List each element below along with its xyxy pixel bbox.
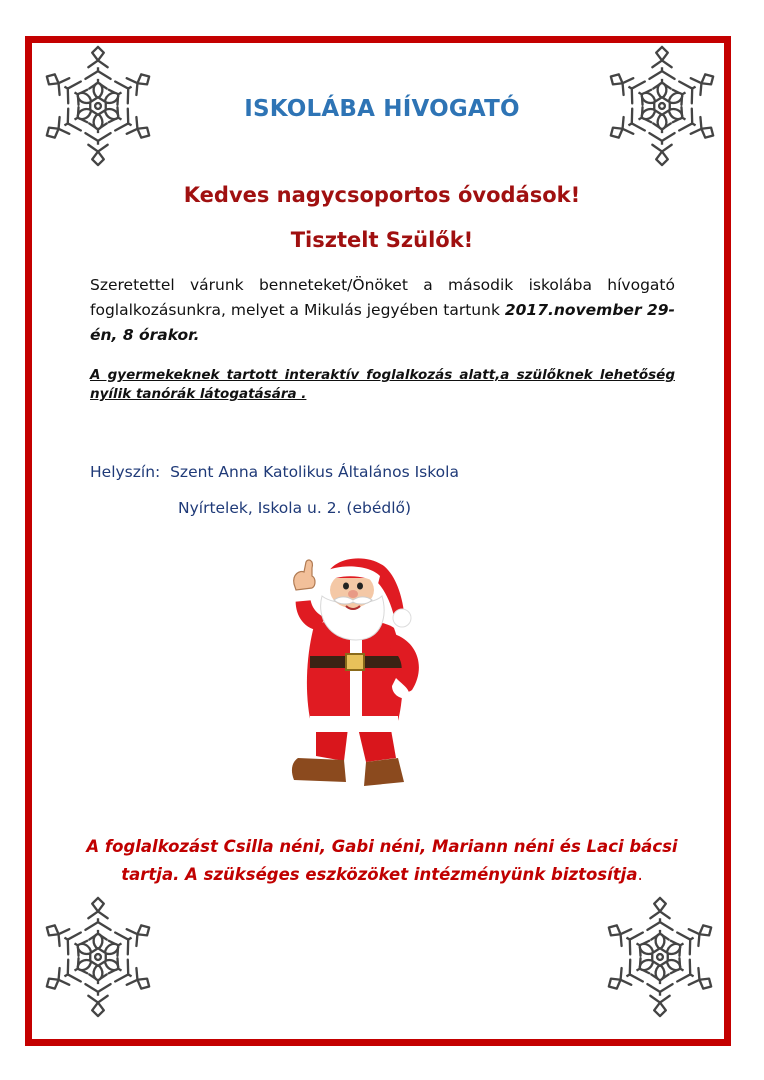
location-address: Nyírtelek, Iskola u. 2. (ebédlő) — [178, 499, 412, 517]
invitation-text — [90, 273, 675, 348]
footer-line-2-text: tartja. A szükséges eszközöket intézményünk biztosítja — [121, 865, 638, 884]
footer-line-2 — [80, 861, 684, 889]
greeting-parents: Tisztelt Szülők! — [290, 228, 474, 252]
santa-claus-image — [286, 556, 434, 794]
location-line — [90, 463, 459, 481]
parent-note: A gyermekeknek tartott interaktív foglalkozás alatt,a szülőknek lehetőség nyílik tanórák látogatására . — [90, 367, 675, 402]
greeting-children: Kedves nagycsoportos óvodások! — [183, 183, 581, 207]
location-label: Helyszín: — [90, 463, 161, 481]
location-school: Szent Anna Katolikus Általános Iskola — [170, 463, 459, 481]
footer-period: . — [637, 865, 643, 884]
invitation-text-main: Szeretettel várunk benneteket/Önöket a második iskolába hívogató foglalkozásunkra, melyet a Mikulás jegyében tartunk — [90, 276, 675, 319]
page-title: ISKOLÁBA HÍVOGATÓ — [244, 96, 520, 122]
snowflake-icon — [598, 895, 722, 1019]
snowflake-icon — [36, 895, 160, 1019]
footer-message — [80, 833, 684, 889]
footer-line-1: A foglalkozást Csilla néni, Gabi néni, Mariann néni és Laci bácsi — [86, 837, 678, 856]
event-date: 2017.november 29-én, 8 órakor. — [90, 301, 675, 344]
